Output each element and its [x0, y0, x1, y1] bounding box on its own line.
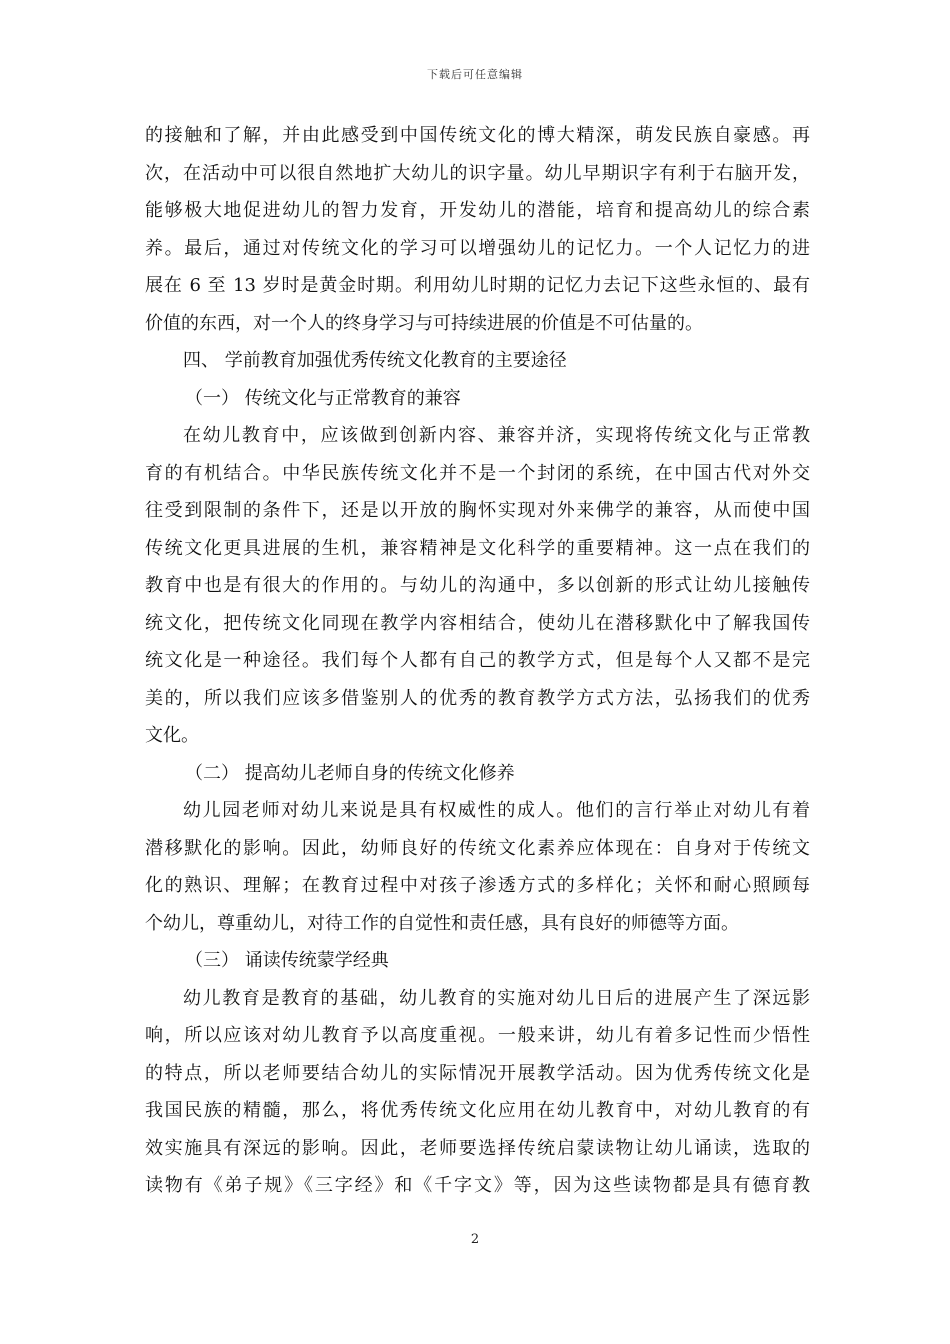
paragraph-line: 幼儿园老师对幼儿来说是具有权威性的成人。他们的言行举止对幼儿有着 — [183, 800, 810, 821]
paragraph-line: 往受到限制的条件下，还是以开放的胸怀实现对外来佛学的兼容，从而使中国 — [145, 500, 810, 521]
paragraph-line: 潜移默化的影响。因此，幼师良好的传统文化素养应体现在：自身对于传统文 — [145, 837, 810, 859]
page-number: 2 — [470, 1232, 480, 1247]
paragraph-line: 展在 6 至 13 岁时是黄金时期。利用幼儿时期的记忆力去记下这些永恒的、最有 — [145, 275, 810, 296]
paragraph-line: 我国民族的精髓，那么，将优秀传统文化应用在幼儿教育中，对幼儿教育的有 — [145, 1100, 810, 1121]
paragraph-line: 美的，所以我们应该多借鉴别人的优秀的教育教学方式方法，弘扬我们的优秀 — [145, 687, 810, 709]
subsection-heading: （二） 提高幼儿老师自身的传统文化修养 — [185, 762, 515, 784]
paragraph-line: 的接触和了解，并由此感受到中国传统文化的博大精深，萌发民族自豪感。再 — [145, 125, 810, 146]
paragraph-line: 读物有《弟子规》《三字经》和《千字文》等，因为这些读物都是具有德育教 — [145, 1175, 810, 1196]
paragraph-line: 能够极大地促进幼儿的智力发育，开发幼儿的潜能，培育和提高幼儿的综合素 — [145, 200, 810, 221]
paragraph-line: 个幼儿，尊重幼儿，对待工作的自觉性和责任感，具有良好的师德等方面。 — [145, 912, 739, 934]
page-header: 下载后可任意编辑 — [427, 68, 523, 81]
document-body — [145, 117, 810, 1205]
paragraph-line: 养。最后，通过对传统文化的学习可以增强幼儿的记忆力。一个人记忆力的进 — [145, 237, 810, 259]
paragraph-line: 育的有机结合。中华民族传统文化并不是一个封闭的系统，在中国古代对外交 — [145, 462, 810, 484]
paragraph-line: 次，在活动中可以很自然地扩大幼儿的识字量。幼儿早期识字有利于右脑开发， — [145, 162, 810, 184]
paragraph-line: 化的熟识、理解；在教育过程中对孩子渗透方式的多样化；关怀和耐心照顾每 — [145, 875, 810, 896]
paragraph-line: 文化。 — [145, 725, 199, 746]
paragraph-line: 幼儿教育是教育的基础，幼儿教育的实施对幼儿日后的进展产生了深远影 — [183, 987, 810, 1009]
paragraph-line: 统文化是一种途径。我们每个人都有自己的教学方式，但是每个人又都不是完 — [145, 650, 810, 671]
paragraph-line: 教育中也是有很大的作用的。与幼儿的沟通中，多以创新的形式让幼儿接触传 — [145, 575, 810, 596]
paragraph-line: 响，所以应该对幼儿教育予以高度重视。一般来讲，幼儿有着多记性而少悟性 — [145, 1025, 810, 1046]
paragraph-line: 效实施具有深远的影响。因此，老师要选择传统启蒙读物让幼儿诵读，选取的 — [145, 1137, 810, 1159]
paragraph-line: 的特点，所以老师要结合幼儿的实际情况开展教学活动。因为优秀传统文化是 — [145, 1062, 810, 1084]
section-heading: 四、 学前教育加强优秀传统文化教育的主要途径 — [183, 350, 567, 371]
paragraph-line: 统文化，把传统文化同现在教学内容相结合，使幼儿在潜移默化中了解我国传 — [145, 612, 810, 634]
paragraph-line: 传统文化更具进展的生机，兼容精神是文化科学的重要精神。这一点在我们的 — [145, 537, 810, 559]
subsection-heading: （一） 传统文化与正常教育的兼容 — [185, 387, 461, 409]
paragraph-line: 在幼儿教育中，应该做到创新内容、兼容并济，实现将传统文化与正常教 — [183, 425, 810, 446]
subsection-heading: （三） 诵读传统蒙学经典 — [185, 950, 389, 971]
paragraph-line: 价值的东西，对一个人的终身学习与可持续进展的价值是不可估量的。 — [145, 312, 703, 334]
